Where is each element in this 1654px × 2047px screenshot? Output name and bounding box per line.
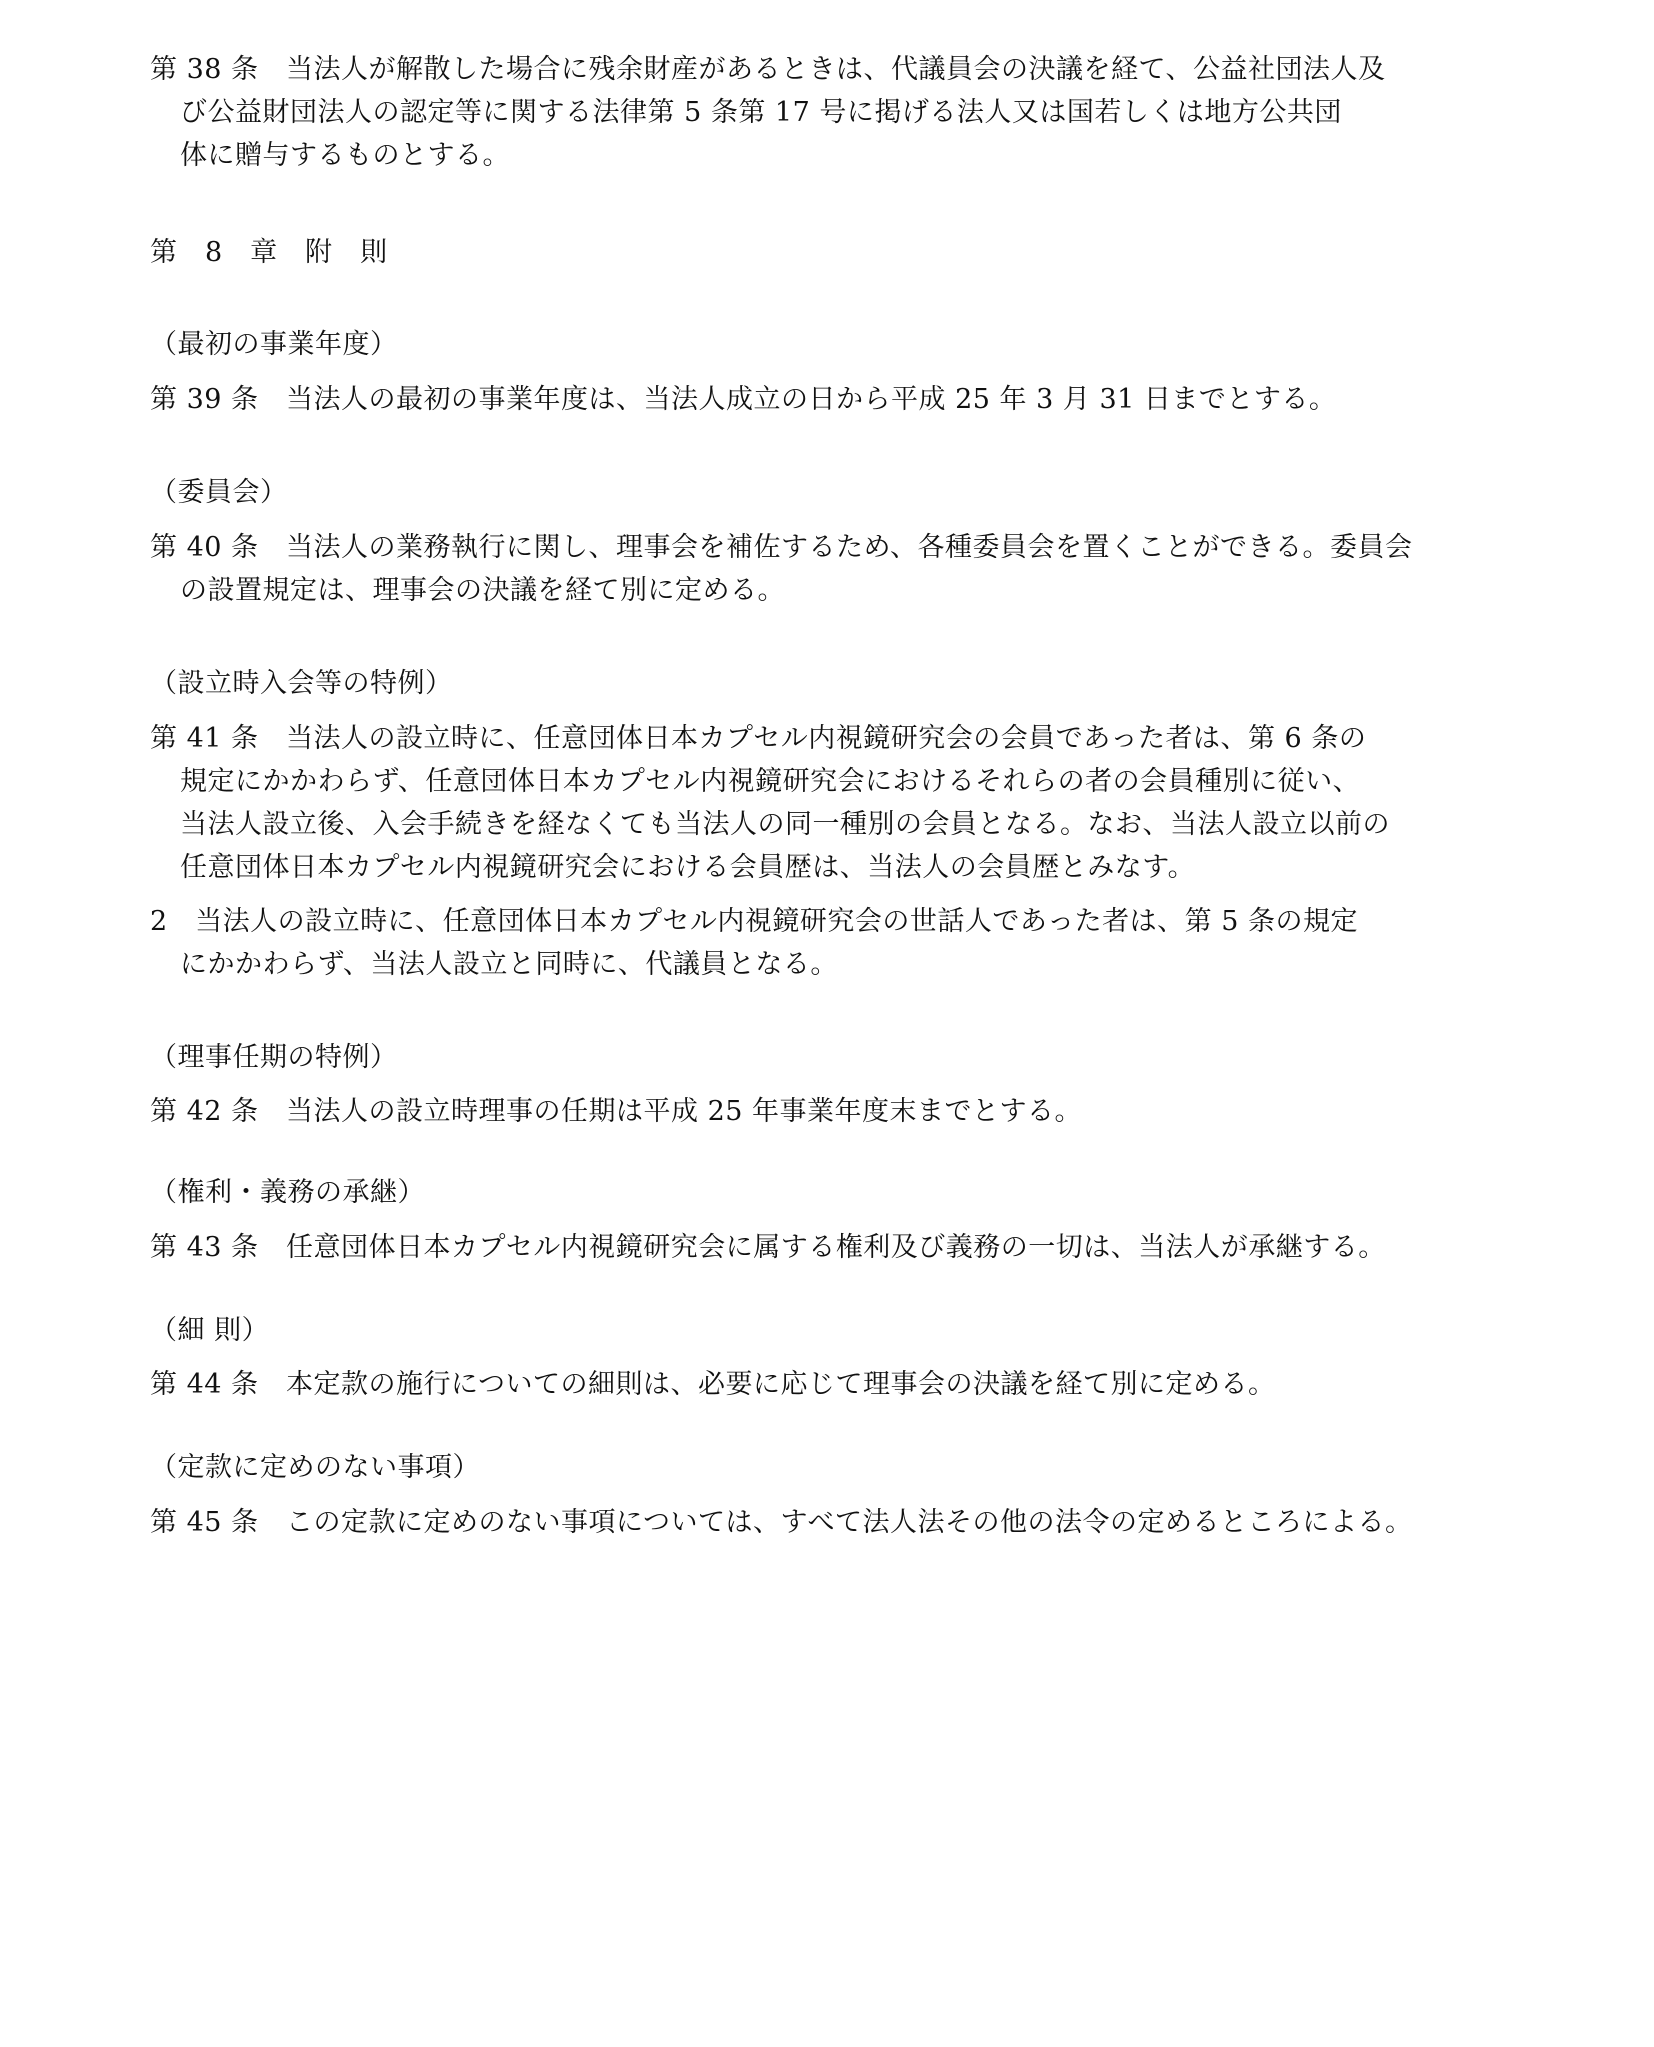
article-41-line-3: 当法人設立後、入会手続きを経なくても当法人の同一種別の会員となる。なお、当法人設立以前の (180, 809, 1390, 840)
chapter-8-heading: 第 8 章 附 則 (150, 237, 388, 268)
article-41-line-4: 任意団体日本カプセル内視鏡研究会における会員歴は、当法人の会員歴とみなす。 (180, 852, 1196, 883)
article-38-line-1: 第 38 条 当法人が解散した場合に残余財産があるときは、代議員会の決議を経て、公益社団法人及 (150, 54, 1386, 85)
article-39-caption: （最初の事業年度） (150, 329, 398, 360)
article-42-caption: （理事任期の特例） (150, 1042, 398, 1073)
article-43-caption: （権利・義務の承継） (150, 1177, 425, 1208)
article-44-caption: （細 則） (150, 1315, 270, 1346)
article-38-line-2: び公益財団法人の認定等に関する法律第 5 条第 17 号に掲げる法人又は国若しくは地方公共団 (180, 97, 1342, 128)
article-40-line-2: の設置規定は、理事会の決議を経て別に定める。 (180, 575, 785, 606)
article-41-line-1: 第 41 条 当法人の設立時に、任意団体日本カプセル内視鏡研究会の会員であった者は、第 6 条の (150, 723, 1367, 754)
article-40-line-1: 第 40 条 当法人の業務執行に関し、理事会を補佐するため、各種委員会を置くことができる。委員会 (150, 532, 1413, 563)
article-41-caption: （設立時入会等の特例） (150, 668, 453, 699)
article-39-line-1: 第 39 条 当法人の最初の事業年度は、当法人成立の日から平成 25 年 3 月 31 日までとする。 (150, 384, 1337, 415)
article-41-line-2: 規定にかかわらず、任意団体日本カプセル内視鏡研究会におけるそれらの者の会員種別に従い、 (180, 766, 1361, 797)
article-40-caption: （委員会） (150, 477, 288, 508)
article-38-line-3: 体に贈与するものとする。 (180, 140, 510, 171)
article-43-line-1: 第 43 条 任意団体日本カプセル内視鏡研究会に属する権利及び義務の一切は、当法人が承継する。 (150, 1232, 1386, 1263)
article-41-para2-line-1: 2 当法人の設立時に、任意団体日本カプセル内視鏡研究会の世話人であった者は、第 5 条の規定 (150, 906, 1358, 937)
article-44-line-1: 第 44 条 本定款の施行についての細則は、必要に応じて理事会の決議を経て別に定める。 (150, 1369, 1276, 1400)
article-45-caption: （定款に定めのない事項） (150, 1452, 480, 1483)
article-45-line-1: 第 45 条 この定款に定めのない事項については、すべて法人法その他の法令の定めるところによる。 (150, 1507, 1413, 1538)
article-42-line-1: 第 42 条 当法人の設立時理事の任期は平成 25 年事業年度末までとする。 (150, 1096, 1083, 1127)
article-41-para2-line-2: にかかわらず、当法人設立と同時に、代議員となる。 (180, 949, 838, 980)
